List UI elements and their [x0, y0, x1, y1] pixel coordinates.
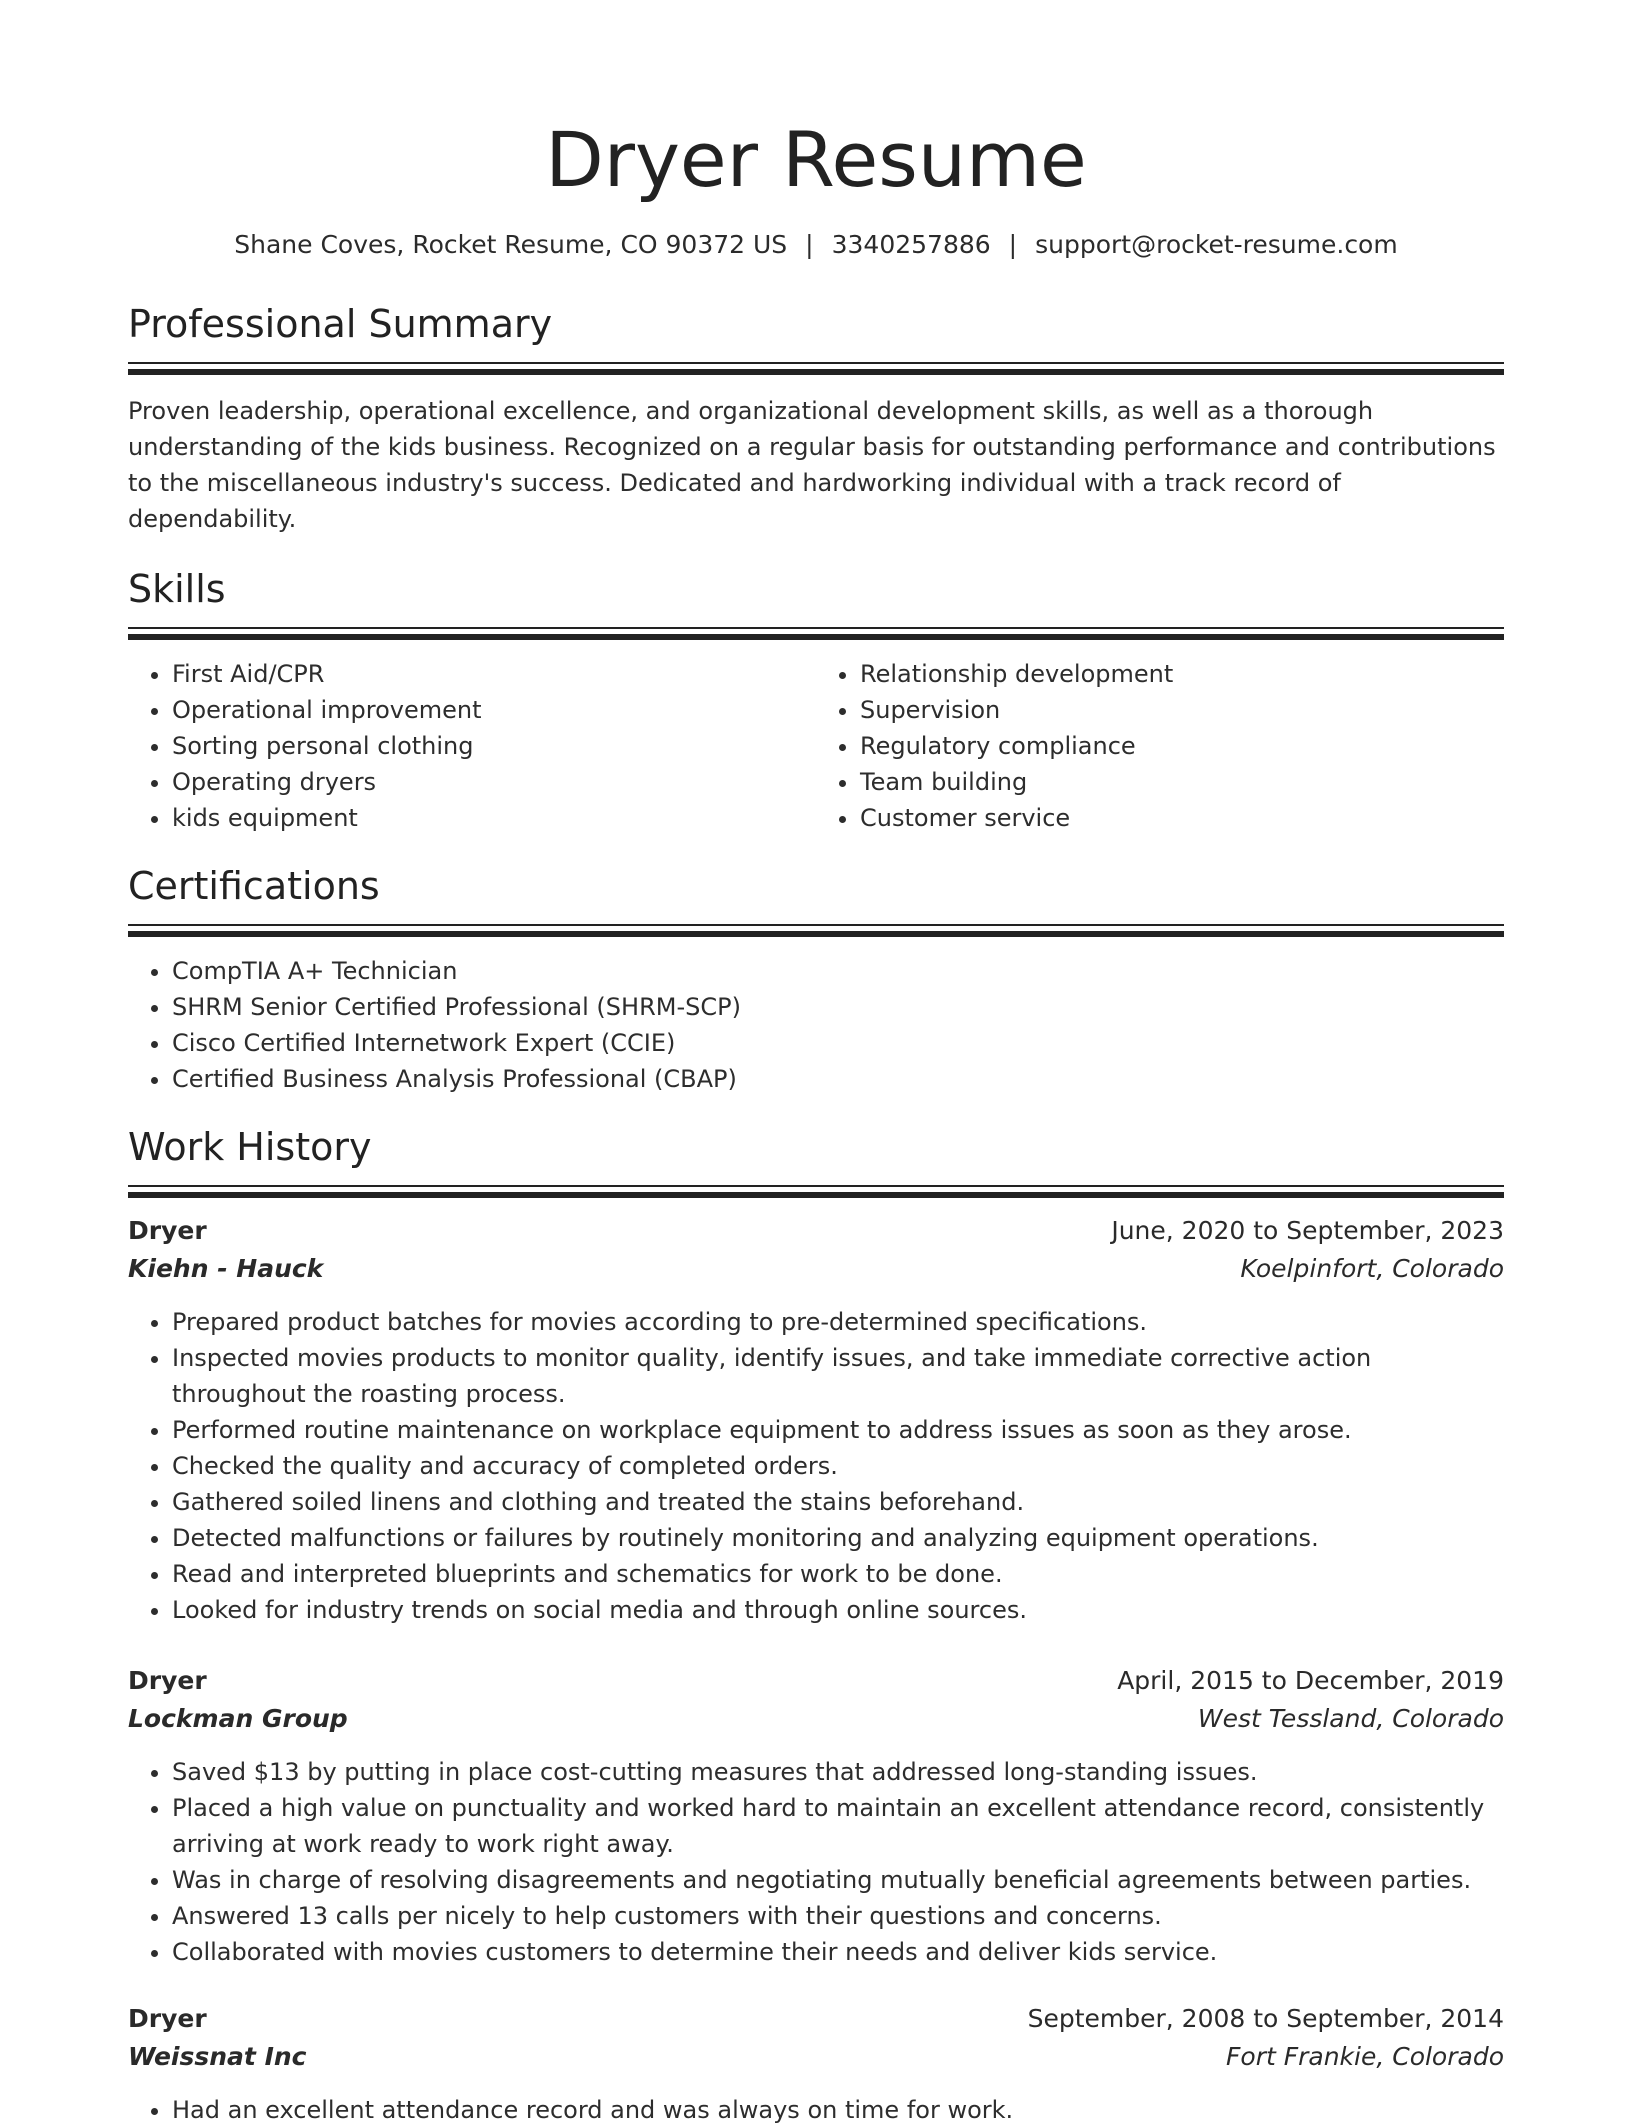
skill-item: • kids equipment: [172, 800, 816, 836]
job-company-row: [128, 1700, 1504, 1738]
skill-item: • Supervision: [860, 692, 1504, 728]
job-bullets: [128, 1754, 1504, 1970]
job-entry: [128, 1212, 1504, 1628]
job-bullet: • Had an excellent attendance record and was always on time for work.: [172, 2092, 1504, 2128]
job-header-row: [128, 1662, 1504, 1700]
certification-item: • SHRM Senior Certified Professional (SHRM-SCP): [172, 989, 1504, 1025]
section-divider: [128, 1185, 1504, 1198]
contact-address: Shane Coves, Rocket Resume, CO 90372 US: [234, 229, 788, 259]
contact-email[interactable]: support@rocket-resume.com: [1035, 229, 1398, 259]
skill-item: • First Aid/CPR: [172, 656, 816, 692]
work-history-section: [128, 1123, 1504, 2128]
certification-item: • Cisco Certified Internetwork Expert (CCIE): [172, 1025, 1504, 1061]
skills-left-list: [128, 656, 816, 836]
skills-grid: [128, 656, 1504, 836]
job-dates: September, 2008 to September, 2014: [1027, 2003, 1504, 2033]
contact-separator: |: [1008, 229, 1018, 259]
section-divider: [128, 924, 1504, 937]
summary-text: Proven leadership, operational excellence, and organizational development skills, as well as a thorough understanding of the kids business. Recognized on a regular basis for outstanding performance and contributions to the miscellaneous industry's success. Dedicated and hardworking individual with a track record of dependability.: [128, 396, 1496, 533]
job-bullet: • Read and interpreted blueprints and schematics for work to be done.: [172, 1556, 1504, 1592]
job-bullet: • Detected malfunctions or failures by routinely monitoring and analyzing equipment operations.: [172, 1520, 1504, 1556]
job-bullet: • Prepared product batches for movies according to pre-determined specifications.: [172, 1304, 1504, 1340]
section-divider: [128, 362, 1504, 375]
job-location: Fort Frankie, Colorado: [1226, 2041, 1504, 2071]
skills-section: [128, 565, 1504, 836]
certification-item: • Certified Business Analysis Professional (CBAP): [172, 1061, 1504, 1097]
job-bullet: • Answered 13 calls per nicely to help customers with their questions and concerns.: [172, 1898, 1504, 1934]
job-bullet: • Checked the quality and accuracy of completed orders.: [172, 1448, 1504, 1484]
job-entry: [128, 2000, 1504, 2128]
certifications-list: [128, 953, 1504, 1097]
job-header-row: [128, 1212, 1504, 1250]
job-bullet: • Collaborated with movies customers to determine their needs and deliver kids service.: [172, 1934, 1504, 1970]
skill-item: • Team building: [860, 764, 1504, 800]
skill-item: • Customer service: [860, 800, 1504, 836]
resume-page: [128, 0, 1504, 2128]
skill-item: • Relationship development: [860, 656, 1504, 692]
job-location: Koelpinfort, Colorado: [1240, 1253, 1504, 1283]
work-history-heading: Work History: [128, 1124, 372, 1169]
job-company: Lockman Group: [128, 1703, 348, 1733]
job-dates: April, 2015 to December, 2019: [1117, 1665, 1504, 1695]
job-bullets: [128, 2092, 1504, 2128]
certifications-heading: Certifications: [128, 863, 380, 908]
summary-section: [128, 300, 1504, 537]
certification-item: • CompTIA A+ Technician: [172, 953, 1504, 989]
skills-heading: Skills: [128, 566, 226, 611]
section-divider: [128, 627, 1504, 640]
job-company: Kiehn - Hauck: [128, 1253, 324, 1283]
job-company: Weissnat Inc: [128, 2041, 307, 2071]
job-title: Dryer: [128, 1215, 207, 1245]
job-bullet: • Gathered soiled linens and clothing and treated the stains beforehand.: [172, 1484, 1504, 1520]
contact-separator: |: [805, 229, 814, 259]
skill-item: • Sorting personal clothing: [172, 728, 816, 764]
job-title: Dryer: [128, 2003, 207, 2033]
resume-title: Dryer Resume: [545, 115, 1087, 204]
job-bullet: • Saved $13 by putting in place cost-cutting measures that addressed long-standing issues.: [172, 1754, 1504, 1790]
job-title: Dryer: [128, 1665, 207, 1695]
skill-item: • Operating dryers: [172, 764, 816, 800]
job-bullets: [128, 1304, 1504, 1628]
job-bullet: • Looked for industry trends on social media and through online sources.: [172, 1592, 1504, 1628]
job-bullet: • Placed a high value on punctuality and worked hard to maintain an excellent attendance record, consistently arriving at work ready to work right away.: [172, 1790, 1504, 1862]
skill-item: • Regulatory compliance: [860, 728, 1504, 764]
skills-right-list: [816, 656, 1504, 836]
job-bullet: • Performed routine maintenance on workplace equipment to address issues as soon as they arose.: [172, 1412, 1504, 1448]
job-bullet: • Was in charge of resolving disagreements and negotiating mutually beneficial agreements between parties.: [172, 1862, 1504, 1898]
summary-heading: Professional Summary: [128, 301, 553, 346]
job-entry: [128, 1662, 1504, 1970]
contact-phone[interactable]: 3340257886: [831, 229, 991, 259]
job-dates: June, 2020 to September, 2023: [1111, 1215, 1504, 1245]
skill-item: • Operational improvement: [172, 692, 816, 728]
job-company-row: [128, 2038, 1504, 2076]
contact-line: [128, 228, 1504, 262]
certifications-section: [128, 862, 1504, 1097]
job-location: West Tessland, Colorado: [1197, 1703, 1504, 1733]
job-bullet: • Inspected movies products to monitor quality, identify issues, and take immediate corrective action throughout the roasting process.: [172, 1340, 1504, 1412]
job-company-row: [128, 1250, 1504, 1288]
job-header-row: [128, 2000, 1504, 2038]
